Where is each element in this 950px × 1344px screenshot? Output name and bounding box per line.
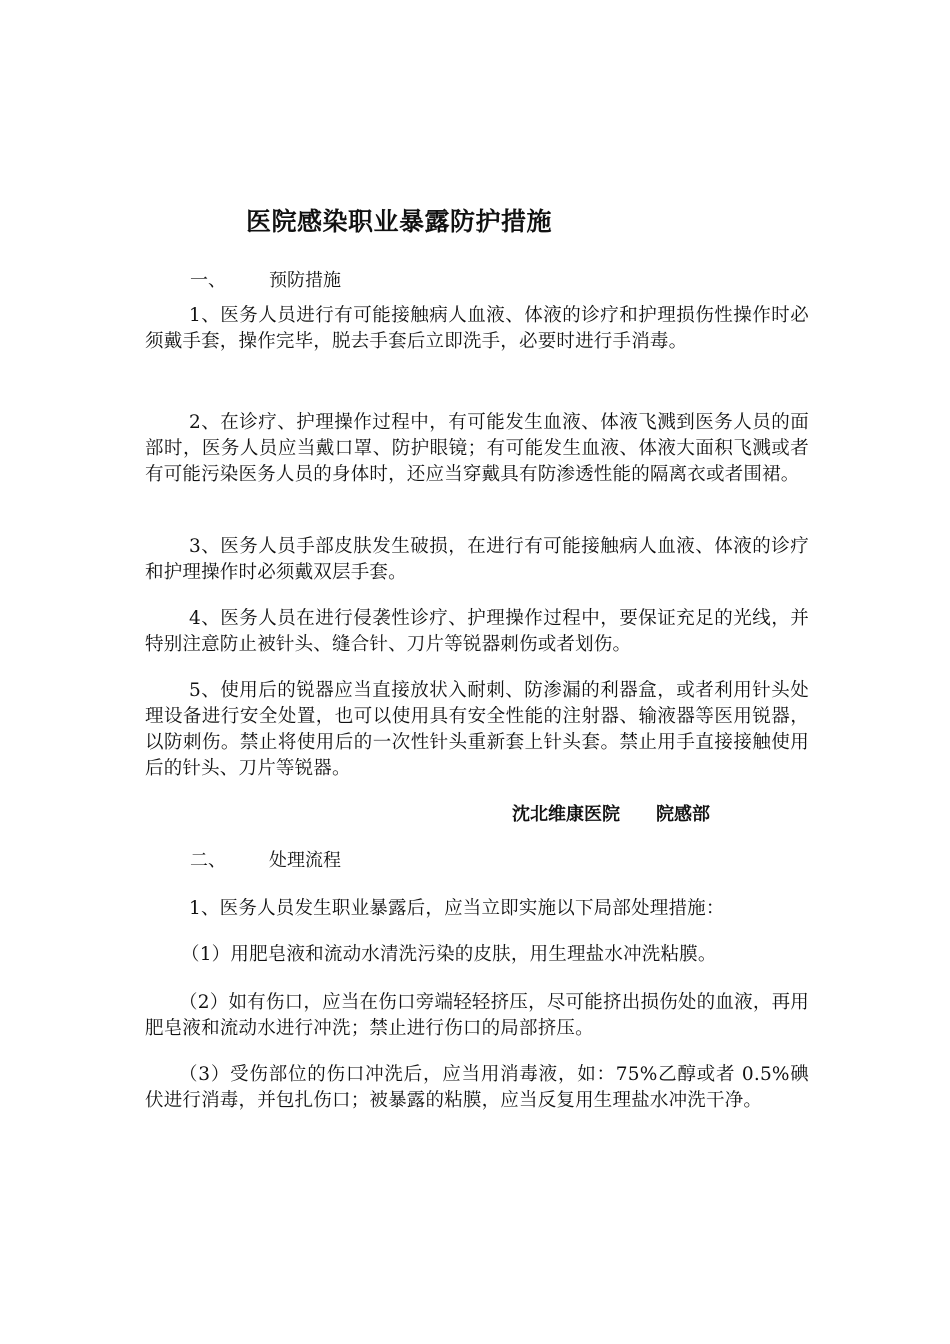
paragraph: （2）如有伤口，应当在伤口旁端轻轻挤压，尽可能挤出损伤处的血液，再用肥皂液和流动水进行冲洗；禁止进行伤口的局部挤压。 <box>145 992 809 1039</box>
paragraph: 5、使用后的锐器应当直接放状入耐刺、防渗漏的利器盒，或者利用针头处理设备进行安全处置，也可以使用具有安全性能的注射器、输液器等医用锐器，以防刺伤。禁止将使用后的一次性针头重新套上针头套。禁止用手直接接触使用后的针头、刀片等锐器。 <box>145 680 809 779</box>
section-title: 处理流程 <box>269 850 341 871</box>
section-heading-procedure <box>190 847 341 875</box>
section-number: 二、 <box>190 850 226 871</box>
paragraph: （1）用肥皂液和流动水清洗污染的皮肤，用生理盐水冲洗粘膜。 <box>181 944 717 965</box>
hospital-name: 沈北维康医院 <box>512 804 620 825</box>
section-heading-prevention <box>190 267 341 295</box>
paragraph: （3）受伤部位的伤口冲洗后，应当用消毒液，如：75%乙醇或者 0.5%碘伏进行消毒，并包扎伤口；被暴露的粘膜，应当反复用生理盐水冲洗干净。 <box>145 1064 809 1111</box>
paragraph: 1、医务人员进行有可能接触病人血液、体液的诊疗和护理损伤性操作时必须戴手套，操作完毕，脱去手套后立即洗手，必要时进行手消毒。 <box>145 305 809 352</box>
paragraph: 3、医务人员手部皮肤发生破损，在进行有可能接触病人血液、体液的诊疗和护理操作时必须戴双层手套。 <box>145 536 809 583</box>
department-name: 院感部 <box>656 804 710 825</box>
signature <box>512 801 710 829</box>
paragraph: 2、在诊疗、护理操作过程中，有可能发生血液、体液飞溅到医务人员的面部时，医务人员应当戴口罩、防护眼镜；有可能发生血液、体液大面积飞溅或者有可能污染医务人员的身体时，还应当穿戴具有防渗透性能的隔离衣或者围裙。 <box>145 412 809 485</box>
section-title: 预防措施 <box>269 270 341 291</box>
document-title: 医院感染职业暴露防护措施 <box>246 207 553 236</box>
paragraph: 4、医务人员在进行侵袭性诊疗、护理操作过程中，要保证充足的光线，并特别注意防止被针头、缝合针、刀片等锐器刺伤或者划伤。 <box>145 608 809 655</box>
paragraph: 1、医务人员发生职业暴露后，应当立即实施以下局部处理措施： <box>189 898 725 919</box>
section-number: 一、 <box>190 270 226 291</box>
